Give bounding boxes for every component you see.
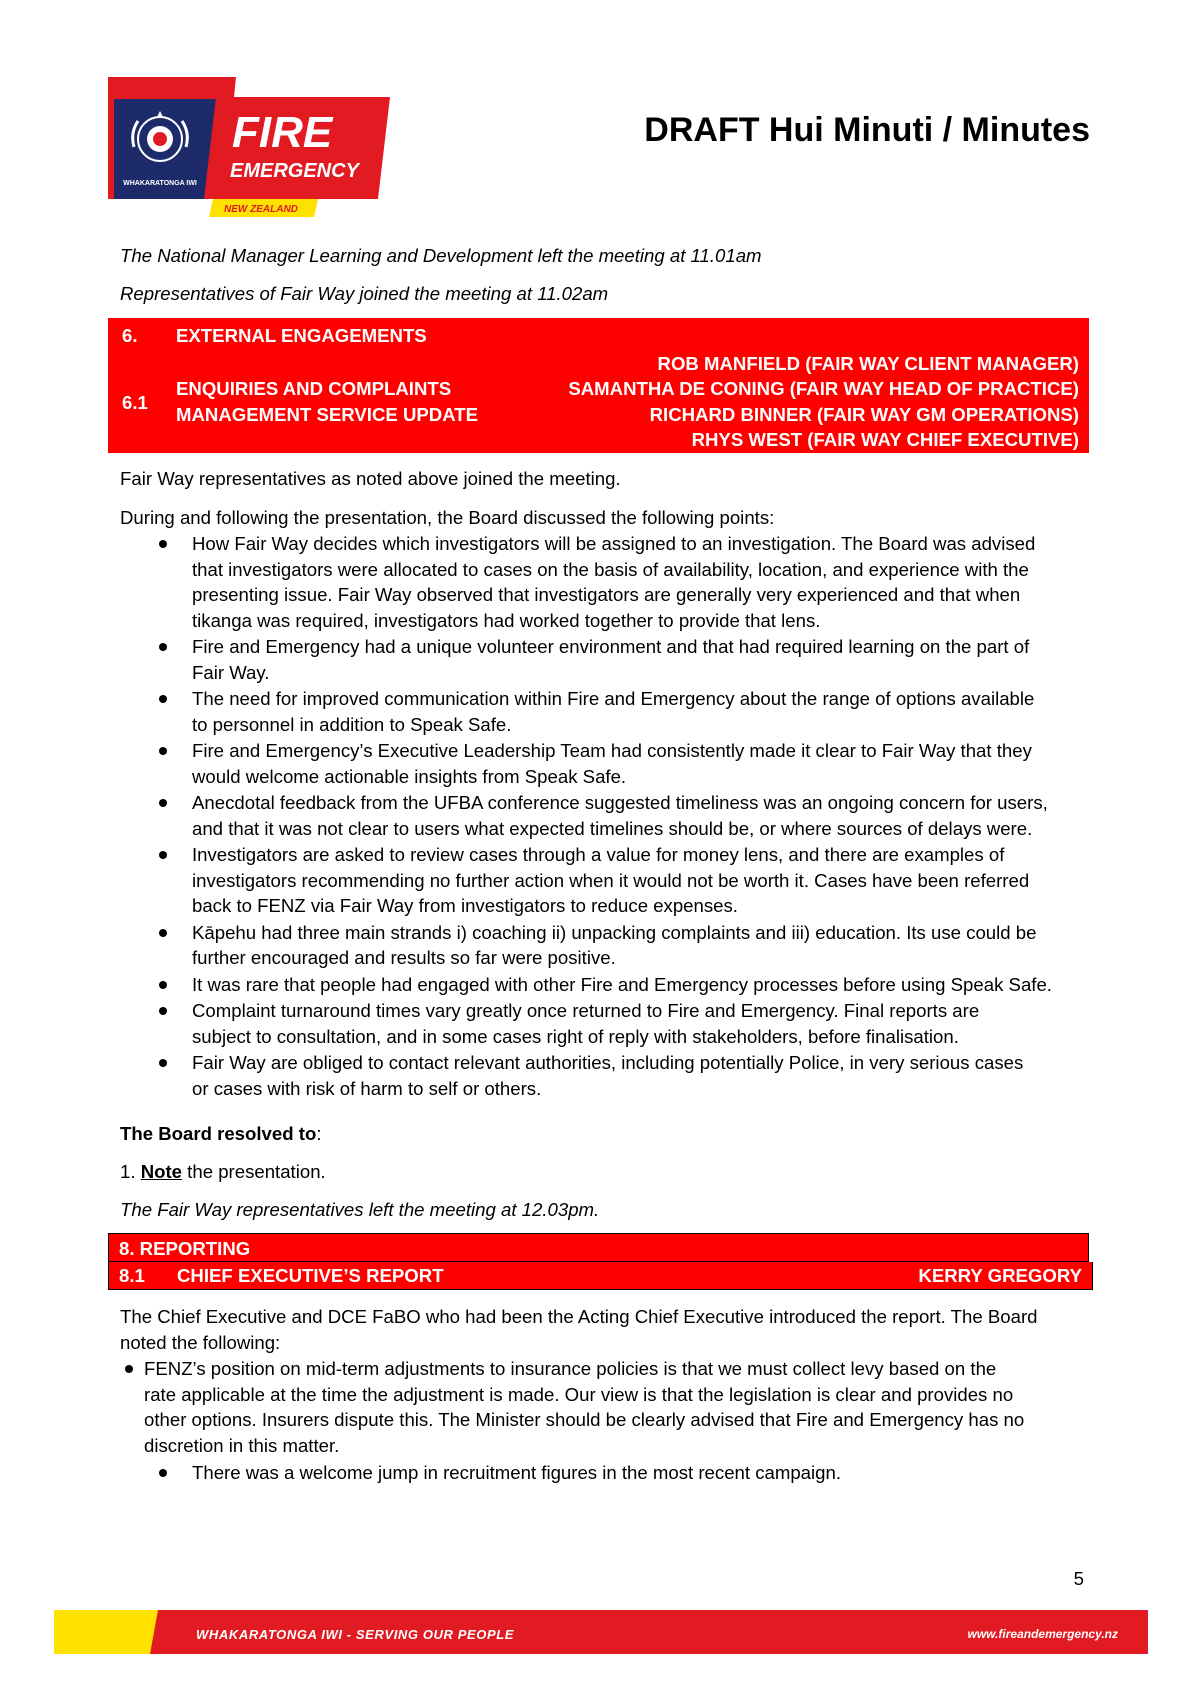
bullet-icon	[159, 981, 167, 989]
report-subpoints-list	[192, 1460, 1092, 1486]
section-number: 6.	[122, 325, 138, 346]
logo-crest-caption: WHAKARATONGA IWI	[123, 180, 197, 187]
list-item: How Fair Way decides which investigators will be assigned to an investigation. The Board was advised that investigators were allocated to cases on the basis of availability, location, and experience with the presenting issue. Fair Way observed that investigators are generally very experienced and that when tikanga was required, investigators had worked together to provide that lens.	[192, 531, 1092, 633]
subsection-number: 6.1	[122, 392, 148, 413]
subsection-8-1-header	[108, 1262, 1093, 1290]
bullet-icon	[159, 695, 167, 703]
bullet-icon	[125, 1365, 133, 1373]
list-item: Fire and Emergency had a unique volunteer environment and that had required learning on the part of Fair Way.	[192, 634, 1092, 685]
discussed-text: During and following the presentation, the Board discussed the following points:	[120, 507, 775, 528]
presenter: KERRY GREGORY	[918, 1265, 1082, 1286]
list-item: Anecdotal feedback from the UFBA conference suggested timeliness was an ongoing concern for users, and that it was not clear to users what expected timelines should be, or where sources of delays were.	[192, 790, 1092, 841]
intro-line-2: Representatives of Fair Way joined the meeting at 11.02am	[120, 283, 609, 304]
report-points-list	[144, 1356, 1094, 1458]
resolved-heading: The Board resolved to:	[120, 1123, 322, 1144]
section-title: EXTERNAL ENGAGEMENTS	[176, 325, 427, 346]
list-item: There was a welcome jump in recruitment figures in the most recent campaign.	[192, 1460, 1092, 1486]
discussion-points-list	[192, 531, 1092, 1101]
subsection-title-line-2: MANAGEMENT SERVICE UPDATE	[176, 404, 479, 425]
report-intro-line-1: The Chief Executive and DCE FaBO who had been the Acting Chief Executive introduced the report. The Board	[120, 1306, 1038, 1327]
list-item: Fair Way are obliged to contact relevant authorities, including potentially Police, in very serious cases or cases with risk of harm to self or others.	[192, 1050, 1092, 1101]
subsection-title: CHIEF EXECUTIVE’S REPORT	[177, 1265, 444, 1286]
joined-text: Fair Way representatives as noted above joined the meeting.	[120, 468, 621, 489]
section-8-header	[108, 1233, 1089, 1262]
list-item: FENZ’s position on mid-term adjustments to insurance policies is that we must collect levy based on the rate applicable at the time the adjustment is made. Our view is that the legislation is clear and provides no other options. Insurers dispute this. The Minister should be clearly advised that Fire and Emergency has no discretion in this matter.	[144, 1356, 1094, 1458]
list-item: Complaint turnaround times vary greatly once returned to Fire and Emergency. Final reports are subject to consultation, and in some cases right of reply with stakeholders, before finalisation.	[192, 998, 1092, 1049]
page-number: 5	[1073, 1568, 1084, 1589]
presenter: RICHARD BINNER (FAIR WAY GM OPERATIONS)	[649, 404, 1079, 425]
page-title: DRAFT Hui Minuti / Minutes	[644, 111, 1090, 149]
bullet-icon	[159, 747, 167, 755]
list-item: The need for improved communication within Fire and Emergency about the range of options available to personnel in addition to Speak Safe.	[192, 686, 1092, 737]
logo-emergency-text: EMERGENCY	[230, 160, 359, 182]
report-intro-line-2: noted the following:	[120, 1332, 281, 1353]
fire-emergency-logo	[108, 77, 390, 217]
footer-website-link[interactable]: www.fireandemergency.nz	[967, 1627, 1118, 1641]
left-meeting-text: The Fair Way representatives left the meeting at 12.03pm.	[120, 1199, 600, 1220]
footer-tagline: WHAKARATONGA IWI - SERVING OUR PEOPLE	[196, 1627, 515, 1642]
section-6-header	[108, 318, 1089, 453]
subsection-number: 8.1	[119, 1265, 145, 1286]
bullet-icon	[159, 799, 167, 807]
list-item: Kāpehu had three main strands i) coaching ii) unpacking complaints and iii) education. Its use could be further encouraged and results so far were positive.	[192, 920, 1092, 971]
presenter: RHYS WEST (FAIR WAY CHIEF EXECUTIVE)	[691, 429, 1079, 450]
bullet-icon	[159, 851, 167, 859]
bullet-icon	[159, 929, 167, 937]
list-item: It was rare that people had engaged with other Fire and Emergency processes before using Speak Safe.	[192, 972, 1092, 998]
section-title: 8. REPORTING	[119, 1238, 251, 1259]
presenter: SAMANTHA DE CONING (FAIR WAY HEAD OF PRACTICE)	[568, 378, 1079, 399]
resolution-item: 1. Note the presentation.	[120, 1161, 326, 1182]
subsection-title-line-1: ENQUIRIES AND COMPLAINTS	[176, 378, 452, 399]
bullet-icon	[159, 540, 167, 548]
footer-bar	[54, 1610, 1148, 1654]
logo-nz-text: NEW ZEALAND	[224, 204, 298, 215]
list-item: Investigators are asked to review cases through a value for money lens, and there are examples of investigators recommending no further action when it would not be worth it. Cases have been referred back to FENZ via Fair Way from investigators to reduce expenses.	[192, 842, 1092, 919]
bullet-icon	[159, 643, 167, 651]
bullet-icon	[159, 1059, 167, 1067]
intro-line-1: The National Manager Learning and Development left the meeting at 11.01am	[120, 245, 762, 266]
logo-fire-text: FIRE	[232, 108, 333, 157]
bullet-icon	[159, 1007, 167, 1015]
list-item: Fire and Emergency’s Executive Leadership Team had consistently made it clear to Fair Way that they would welcome actionable insights from Speak Safe.	[192, 738, 1092, 789]
bullet-icon	[159, 1469, 167, 1477]
presenter: ROB MANFIELD (FAIR WAY CLIENT MANAGER)	[657, 353, 1079, 374]
